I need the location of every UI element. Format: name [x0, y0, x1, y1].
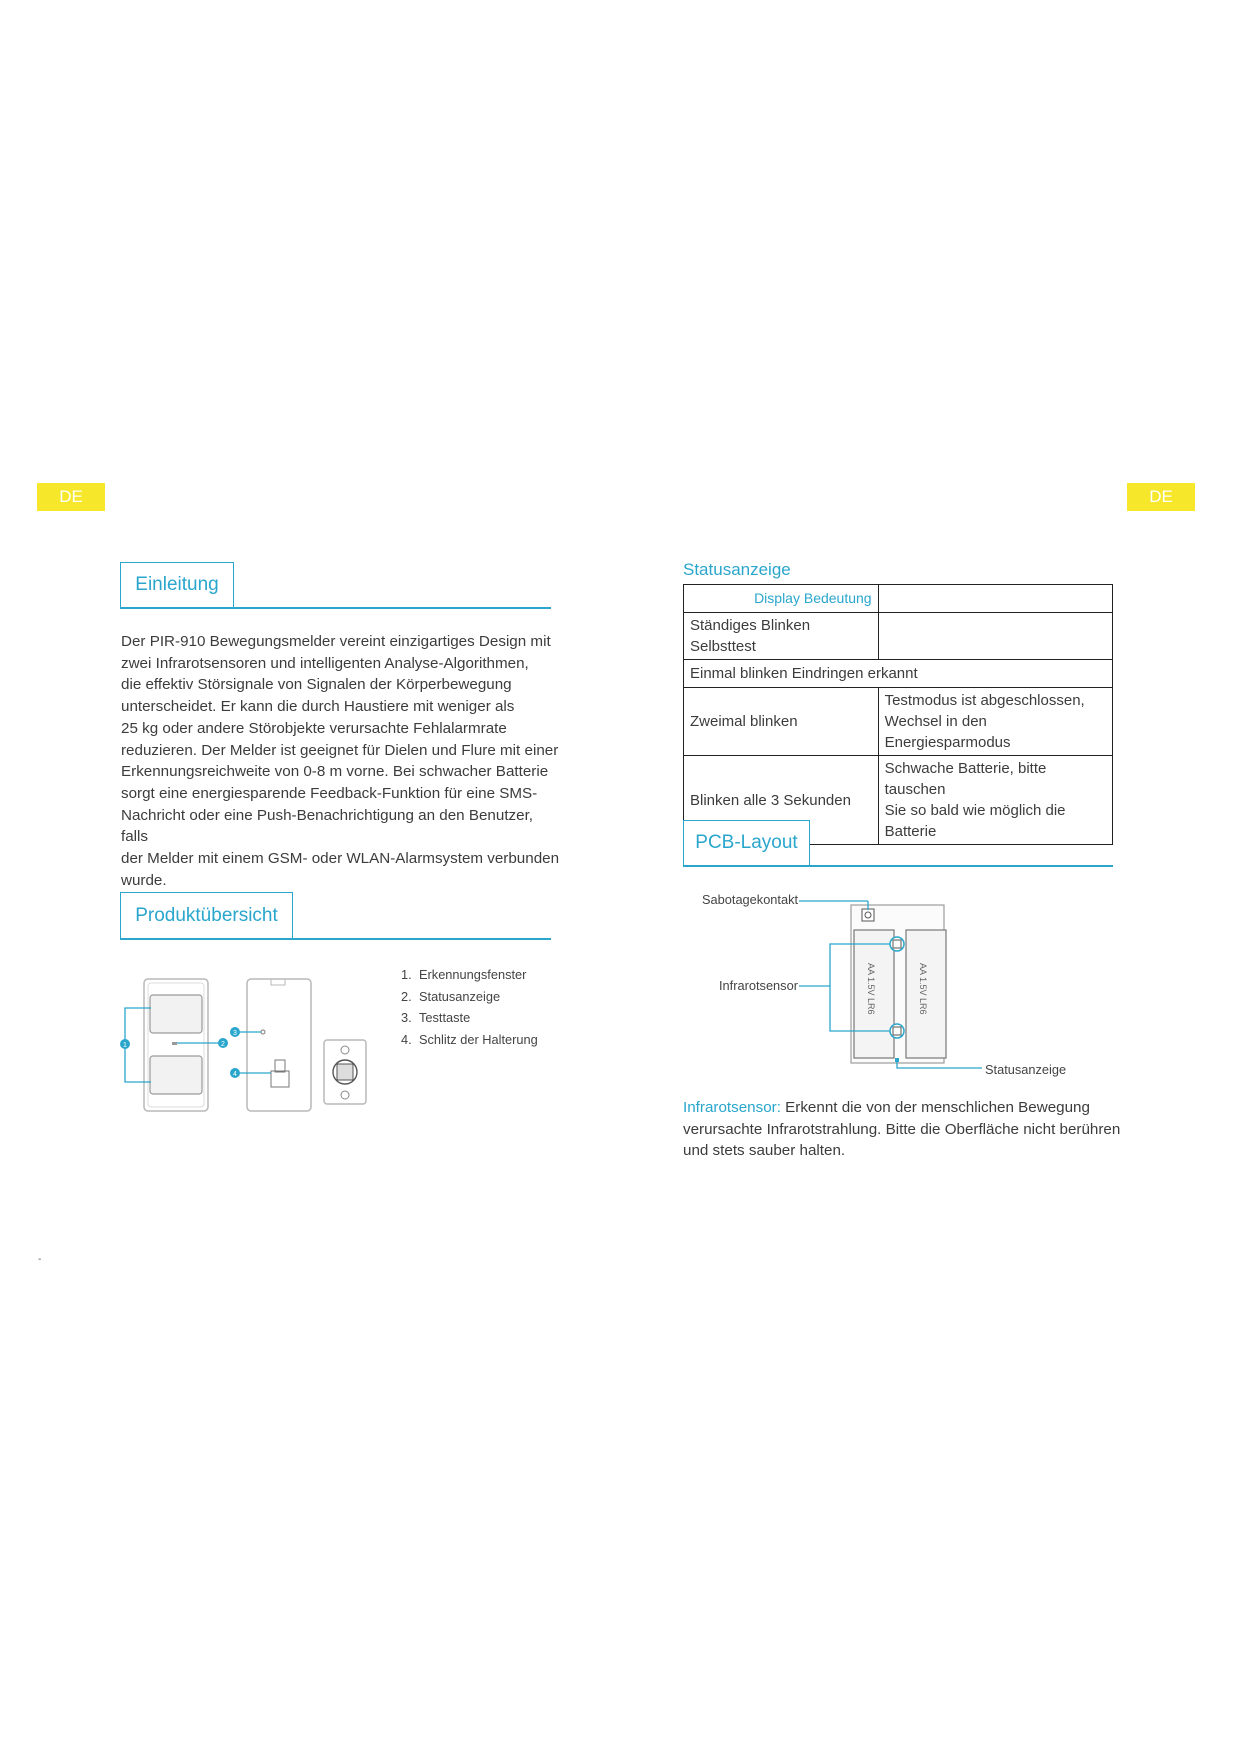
pcb-description: Infrarotsensor: Erkennt die von der menschlichen Bewegung verursachte Infrarotstrahlung. Bitte die Oberfläche nicht berühren und stets sauber halten. [683, 1099, 1121, 1160]
product-overview-drawing [115, 970, 375, 1130]
label-tamper: Sabotagekontakt [702, 892, 799, 907]
status-led [172, 1042, 177, 1045]
status-table [683, 584, 1113, 845]
table-row [684, 660, 1113, 688]
label-ir-sensor: Infrarotsensor [719, 978, 798, 993]
list-item: 3. Testtaste [401, 1010, 471, 1026]
footer-mark: - [38, 1254, 42, 1265]
table-cell: Testmodus ist abgeschlossen, Wechsel in den Energiesparmodus [878, 688, 1112, 756]
detection-window-bottom [150, 1056, 202, 1094]
overview-heading: Produktübersicht [120, 892, 293, 939]
table-cell: Einmal blinken Eindringen erkannt [684, 660, 1113, 688]
table-row [684, 613, 1113, 660]
status-heading: Statusanzeige [683, 560, 791, 579]
table-cell: Schwache Batterie, bitte tauschen Sie so bald wie möglich die Batterie [878, 756, 1112, 845]
list-item: 2. Statusanzeige [401, 988, 501, 1004]
status-led-pcb [895, 1058, 899, 1062]
table-row [684, 688, 1113, 756]
table-cell: Ständiges Blinken Selbsttest [684, 613, 879, 660]
table-row [684, 585, 1113, 613]
ir-sensor-bottom [890, 1024, 904, 1038]
detector-back [247, 979, 311, 1111]
language-tag-right: DE [1127, 483, 1195, 511]
svg-text:3: 3 [233, 1030, 237, 1037]
table-header: Display Bedeutung [684, 585, 879, 613]
svg-text:1: 1 [123, 1042, 127, 1049]
table-cell: Zweimal blinken [684, 688, 879, 756]
pcb-heading: PCB-Layout [683, 820, 810, 866]
ir-sensor-top [890, 937, 904, 951]
svg-text:4: 4 [233, 1071, 237, 1078]
svg-text:AA 1.5V LR6: AA 1.5V LR6 [918, 963, 928, 1015]
detection-window-top [150, 995, 202, 1033]
table-cell [878, 613, 1112, 660]
intro-paragraph: Der PIR-910 Bewegungsmelder vereint einzigartiges Design mit zwei Infrarotsensoren und intelligenten Analyse-Algorithmen, die effektiv Störsignale von Signalen der Körperbewegung unterscheidet. Er kann die durch Haustiere mit weniger als 25 kg oder andere Störobjekte verursachte Fehlalarmrate reduzieren. Der Melder ist geeignet für Dielen und Flure mit einer Erkennungsreichweite von 0-8 m vorne. Bei schwacher Batterie sorgt eine energiesparende Feedback-Funktion für eine SMS- Nachricht oder eine Push-Benachrichtigung an den Benutzer, falls der Melder mit einem GSM- oder WLAN-Alarmsystem verbunden wurde. [121, 633, 560, 889]
svg-text:2: 2 [221, 1041, 225, 1048]
language-tag-left: DE [37, 483, 105, 511]
label-status-led: Statusanzeige [985, 1062, 1067, 1077]
overview-list [401, 964, 538, 1050]
list-item: 1. Erkennungsfenster [401, 967, 527, 982]
intro-heading: Einleitung [120, 562, 234, 608]
svg-text:AA 1.5V LR6: AA 1.5V LR6 [866, 963, 876, 1015]
list-item: 4. Schlitz der Halterung [401, 1031, 538, 1047]
desc-term: Infrarotsensor: [683, 1099, 781, 1116]
table-cell: Blinken alle 3 Sekunden [684, 756, 879, 845]
